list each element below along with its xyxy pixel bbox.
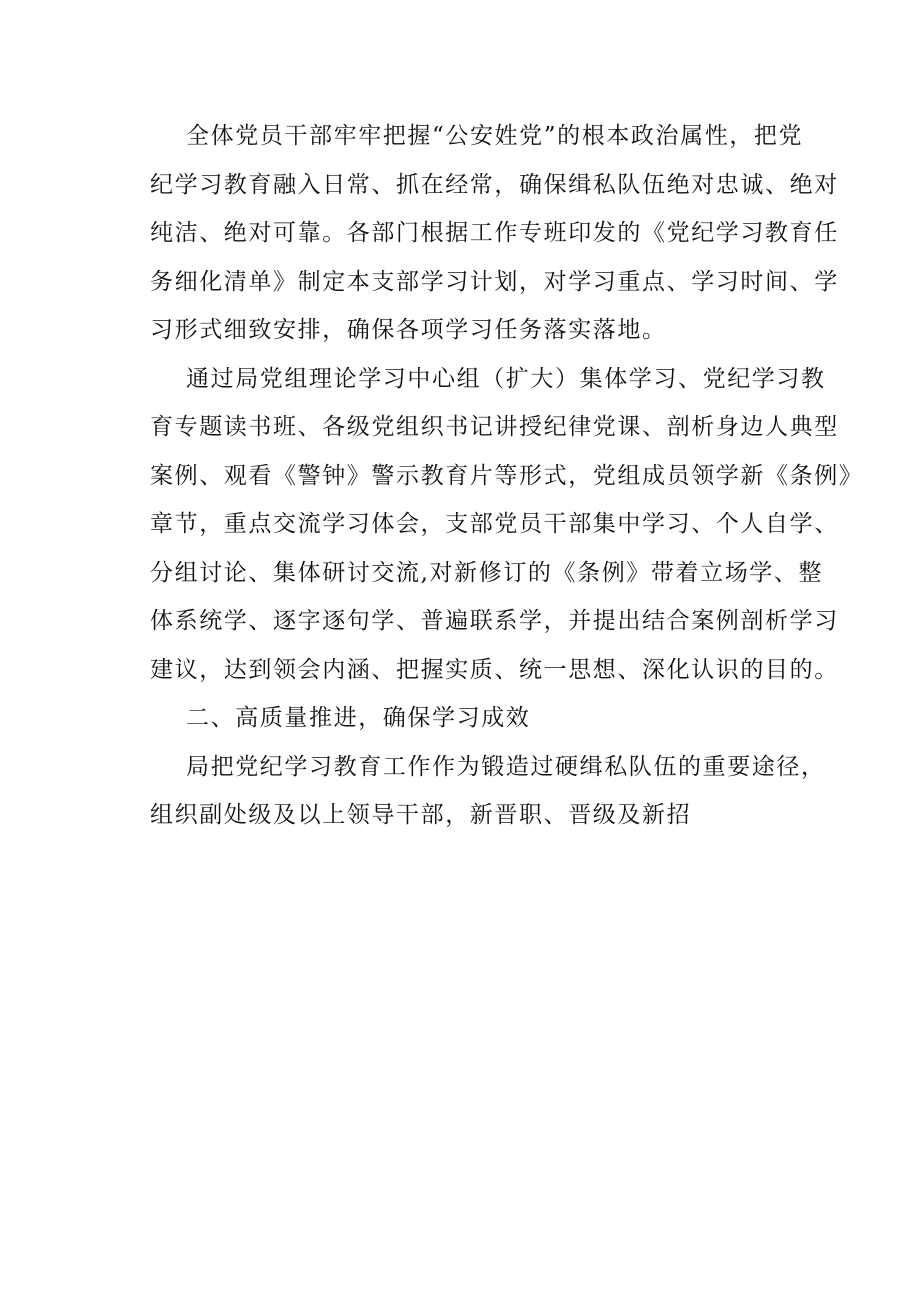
text-line: 全体党员干部牢牢把握“公安姓党”的根本政治属性，把党: [186, 123, 804, 149]
text-line: 育专题读书班、各级党组织书记讲授纪律党课、剖析身边人典型: [150, 414, 839, 440]
text-line: 务细化清单》制定本支部学习计划，对学习重点、学习时间、学: [150, 268, 839, 295]
text-line: 体系统学、逐字逐句学、普遍联系学，并提出结合案例剖析学习: [150, 608, 839, 634]
section-heading: [150, 694, 810, 743]
text-line: 习形式细致安排，确保各项学习任务落实落地。: [150, 317, 667, 343]
paragraph-high-quality-advance: [150, 743, 826, 840]
text-line: 组织副处级及以上领导干部，新晋职、晋级及新招: [150, 802, 692, 828]
text-line: 章节，重点交流学习体会，支部党员干部集中学习、个人自学、: [150, 511, 839, 537]
text-line: 纯洁、绝对可靠。各部门根据工作专班印发的《党纪学习教育任: [150, 220, 839, 246]
text-line: 局把党纪学习教育工作作为锻造过硬缉私队伍的重要途径，: [186, 753, 826, 780]
text-line: 案例、观看《警钟》警示教育片等形式，党组成员领学新《条例》: [150, 462, 864, 489]
text-line: 纪学习教育融入日常、抓在经常，确保缉私队伍绝对忠诚、绝对: [150, 171, 839, 198]
document-body: [150, 112, 864, 840]
text-line: 通过局党组理论学习中心组（扩大）集体学习、党纪学习教: [186, 365, 826, 392]
text-line: 分组讨论、集体研讨交流,对新修订的《条例》带着立场学、整: [150, 559, 824, 586]
paragraph-party-discipline-study: [150, 112, 839, 355]
paragraph-study-methods: [150, 355, 864, 695]
section-heading-text: 二、高质量推进，确保学习成效: [186, 705, 531, 731]
text-line: 建议，达到领会内涵、把握实质、统一思想、深化认识的目的。: [150, 656, 839, 683]
